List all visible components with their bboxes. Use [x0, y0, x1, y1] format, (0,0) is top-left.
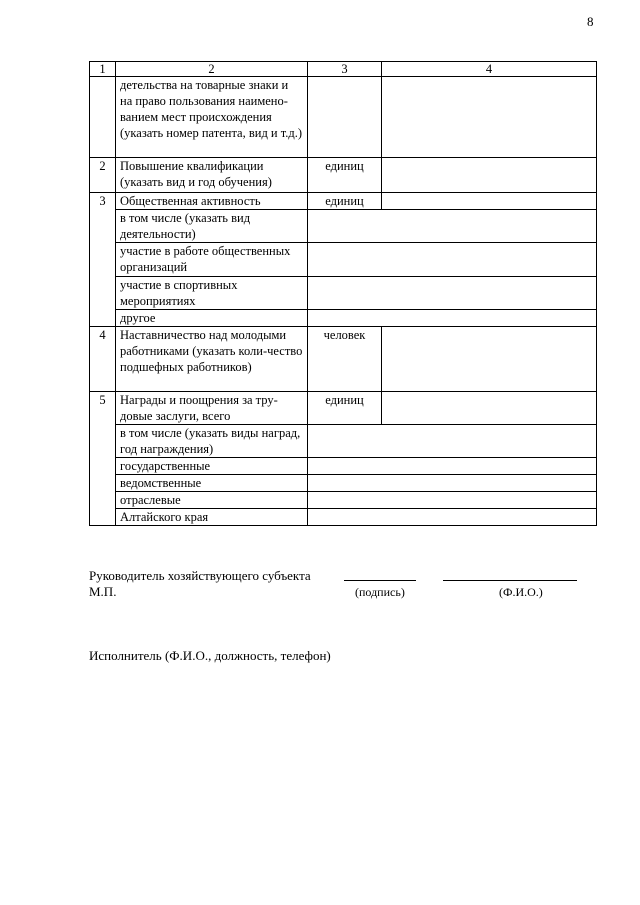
table-row [90, 458, 597, 475]
table-row [90, 193, 597, 210]
header-col-2: 2 [116, 62, 308, 77]
table-row [90, 509, 597, 526]
table-row [90, 277, 597, 310]
row-name: Награды и поощрения за тру-довые заслуги, всего [116, 392, 308, 425]
row-name: Общественная активность [116, 193, 308, 210]
row-name: ведомственные [116, 475, 308, 492]
row-name: государственные [116, 458, 308, 475]
table-row [90, 158, 597, 193]
row-value [308, 475, 597, 492]
row-number: 3 [90, 193, 116, 327]
row-value [382, 327, 597, 392]
row-name: в том числе (указать виды наград, год награждения) [116, 425, 308, 458]
row-unit [308, 77, 382, 158]
table-row [90, 475, 597, 492]
row-value [308, 509, 597, 526]
row-name: детельства на товарные знаки и на право пользования наимено-ванием мест происхождения (указать номер патента, вид и т.д.) [116, 77, 308, 158]
row-value [308, 310, 597, 327]
row-value [308, 277, 597, 310]
head-label: Руководитель хозяйствующего субъекта [89, 568, 311, 583]
row-name: другое [116, 310, 308, 327]
row-number: 5 [90, 392, 116, 526]
row-name: в том числе (указать вид деятельности) [116, 210, 308, 243]
row-unit: человек [308, 327, 382, 392]
row-value [382, 392, 597, 425]
row-value [308, 458, 597, 475]
signature-caption: (подпись) [355, 585, 405, 599]
table-row [90, 77, 597, 158]
header-col-1: 1 [90, 62, 116, 77]
executor-label: Исполнитель (Ф.И.О., должность, телефон) [89, 648, 331, 663]
row-unit: единиц [308, 392, 382, 425]
row-value [382, 77, 597, 158]
stamp-label: М.П. [89, 584, 117, 599]
row-name: отраслевые [116, 492, 308, 509]
signature-line [344, 580, 416, 581]
fio-line [443, 580, 577, 581]
header-col-4: 4 [382, 62, 597, 77]
table-row [90, 492, 597, 509]
row-value [382, 193, 597, 210]
row-number: 4 [90, 327, 116, 392]
row-number: 2 [90, 158, 116, 193]
table-row [90, 425, 597, 458]
row-name: участие в спортивных мероприятиях [116, 277, 308, 310]
row-name: участие в работе общественных организаций [116, 243, 308, 277]
row-value [382, 158, 597, 193]
table-row [90, 392, 597, 425]
activity-table [89, 61, 597, 526]
header-row [90, 62, 597, 77]
table-row [90, 243, 597, 277]
table-row [90, 310, 597, 327]
row-value [308, 425, 597, 458]
row-value [308, 210, 597, 243]
table-row [90, 210, 597, 243]
row-name: Алтайского края [116, 509, 308, 526]
row-name: Повышение квалификации (указать вид и год обучения) [116, 158, 308, 193]
row-number [90, 77, 116, 158]
header-col-3: 3 [308, 62, 382, 77]
row-unit: единиц [308, 158, 382, 193]
table-row [90, 327, 597, 392]
fio-caption: (Ф.И.О.) [499, 585, 543, 599]
page-number: 8 [587, 14, 594, 29]
row-name: Наставничество над молодыми работниками (указать коли-чество подшефных работников) [116, 327, 308, 392]
row-value [308, 492, 597, 509]
row-unit: единиц [308, 193, 382, 210]
row-value [308, 243, 597, 277]
